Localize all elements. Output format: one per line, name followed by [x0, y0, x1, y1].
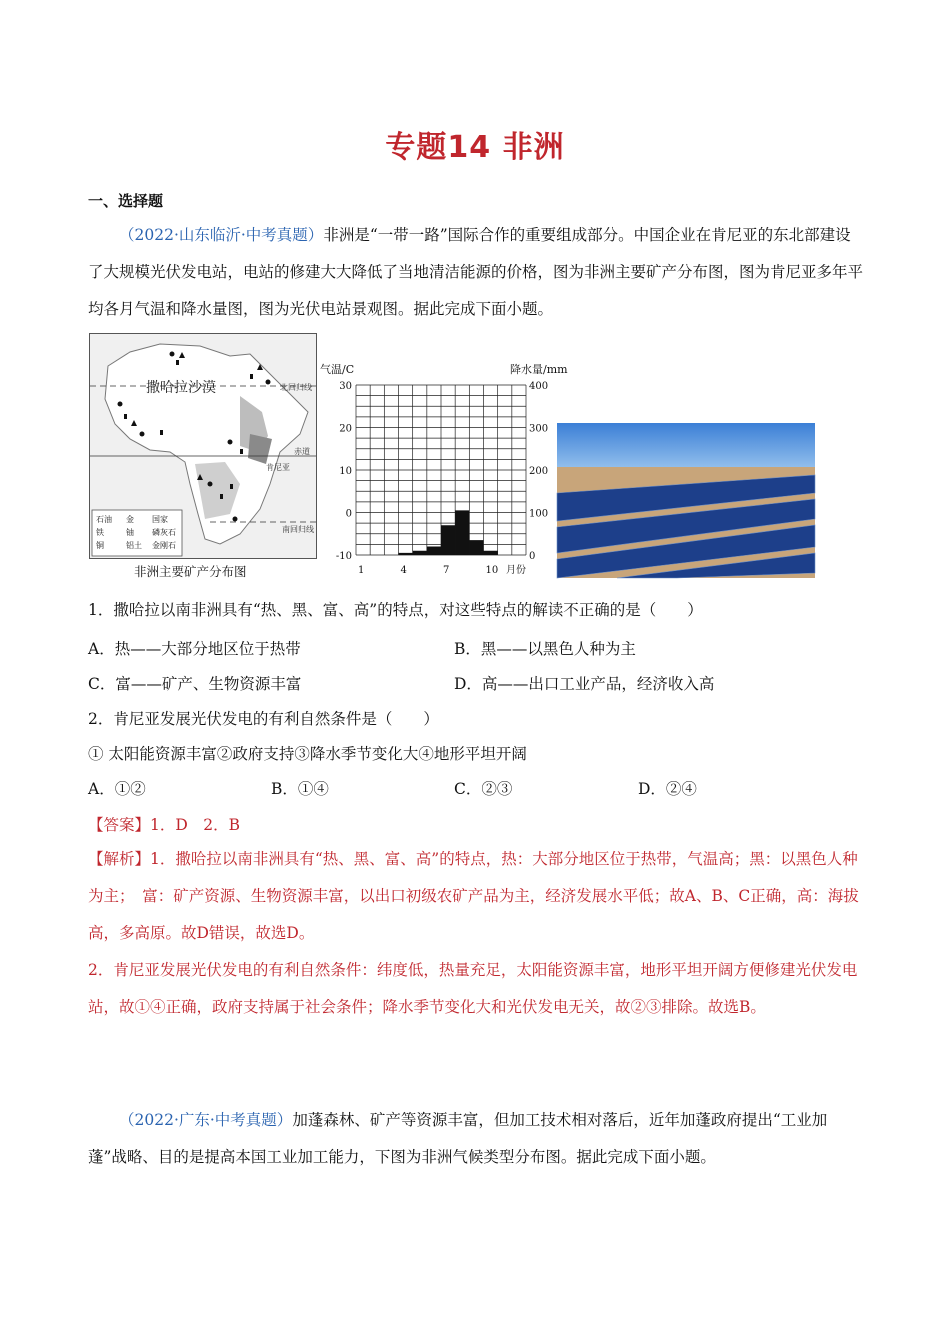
x-tick-label: 10 [485, 565, 499, 576]
intro-text: 非洲是“一带一路”国际合作的重要组成部分。中国企业在肯尼亚的东北部建设了大规模光伏发电站，电站的修建大大降低了当地清洁能源的价格，图为非洲主要矿产分布图，图为肯尼亚多年平均各月气温和降水量图，图为光伏电站景观图。据此完成下面小题。 [88, 226, 864, 318]
kenya-label: 肯尼亚 [266, 463, 290, 472]
legend-oil: 石油 [96, 515, 112, 524]
right-axis-label: 降水量/mm [510, 363, 568, 376]
q2-option-b: B．①④ [271, 780, 329, 798]
precip-bar [399, 553, 413, 555]
section-heading: 一、选择题 [88, 192, 164, 210]
left-tick-label: 0 [345, 508, 352, 520]
question-intro-2 [88, 1102, 863, 1176]
analysis-1: 【解析】1．撒哈拉以南非洲具有“热、黑、富、高”的特点，热：大部分地区位于热带，气温高；黑：以黑色人种为主； 富：矿产资源、生物资源丰富，以出口初级农矿产品为主，经济发展水平低；故A、B、C正确，高：海拔高，多高原。故D错误，故选D。 [88, 850, 859, 942]
q1-option-a: A．热——大部分地区位于热带 [88, 640, 301, 658]
left-tick-label: 10 [339, 466, 352, 477]
q2-option-c: C．②③ [454, 780, 513, 798]
q1-option-c: C．富——矿产、生物资源丰富 [88, 675, 302, 693]
legend-phosphate: 磷灰石 [152, 528, 176, 537]
map-caption: 非洲主要矿产分布图 [134, 564, 247, 579]
answer: 【答案】1．D 2．B [88, 816, 241, 834]
precip-bar [427, 547, 441, 556]
x-tick-label: 4 [400, 565, 407, 576]
page-title: 专题14 非洲 [385, 130, 565, 165]
q1-stem: 1．撒哈拉以南非洲具有“热、黑、富、高”的特点，对这些特点的解读不正确的是（ ） [88, 601, 703, 619]
legend-gold: 金 [126, 515, 134, 524]
africa-minerals-map [89, 333, 317, 559]
source-tag: （2022·山东临沂·中考真题） [119, 226, 324, 244]
source-tag-2: （2022·广东·中考真题） [119, 1111, 293, 1129]
q2-option-d: D．②④ [638, 780, 697, 798]
x-axis-label: 月份 [506, 565, 526, 576]
legend-iron: 铁 [96, 528, 104, 537]
legend-bauxite: 铝土 [126, 541, 142, 550]
tropic-s-label: 南回归线 [282, 525, 314, 534]
left-tick-label: 20 [339, 423, 352, 435]
right-tick-label: 0 [529, 551, 536, 562]
sahara-label: 撒哈拉沙漠 [146, 380, 216, 396]
legend-uranium: 铀 [126, 528, 134, 537]
solar-plant-photo [557, 423, 815, 578]
right-tick-label: 400 [529, 381, 549, 392]
legend-diamond: 金刚石 [152, 541, 176, 550]
q2-stem: 2．肯尼亚发展光伏发电的有利自然条件是（ ） [88, 710, 439, 728]
equator-label: 赤道 [294, 447, 310, 456]
question-intro [88, 217, 863, 328]
q1-option-b: B．黑——以黑色人种为主 [454, 640, 636, 658]
q1-option-d: D．高——出口工业产品，经济收入高 [454, 675, 715, 693]
x-tick-label: 7 [443, 565, 450, 576]
legend-country: 国家 [152, 515, 168, 524]
precip-bar [455, 510, 469, 555]
right-tick-label: 200 [529, 466, 549, 477]
legend-copper: 铜 [96, 541, 104, 550]
left-tick-label: -10 [335, 551, 352, 562]
precip-bar [413, 551, 427, 555]
right-tick-label: 100 [529, 508, 549, 520]
precip-bar [441, 525, 455, 555]
tropic-n-label: 北回归线 [280, 383, 312, 392]
left-tick-label: 30 [339, 381, 352, 392]
climate-chart [318, 360, 568, 582]
left-axis-label: 气温/C [320, 363, 355, 376]
analysis-2: 2．肯尼亚发展光伏发电的有利自然条件：纬度低，热量充足，太阳能资源丰富，地形平坦开阔方便修建光伏发电站，故①④正确，政府支持属于社会条件；降水季节变化大和光伏发电无关，故②③排除。故选B。 [88, 961, 858, 1016]
q2-items: ① 太阳能资源丰富②政府支持③降水季节变化大④地形平坦开阔 [88, 745, 527, 763]
q2-option-a: A．①② [88, 780, 146, 798]
right-tick-label: 300 [529, 423, 549, 435]
precip-bar [469, 540, 483, 555]
x-tick-label: 1 [358, 565, 365, 576]
intro-text-2: 加蓬森林、矿产等资源丰富，但加工技术相对落后，近年加蓬政府提出“工业加蓬”战略、目的是提高本国工业加工能力，下图为非洲气候类型分布图。据此完成下面小题。 [88, 1111, 828, 1166]
precip-bar [484, 551, 498, 555]
